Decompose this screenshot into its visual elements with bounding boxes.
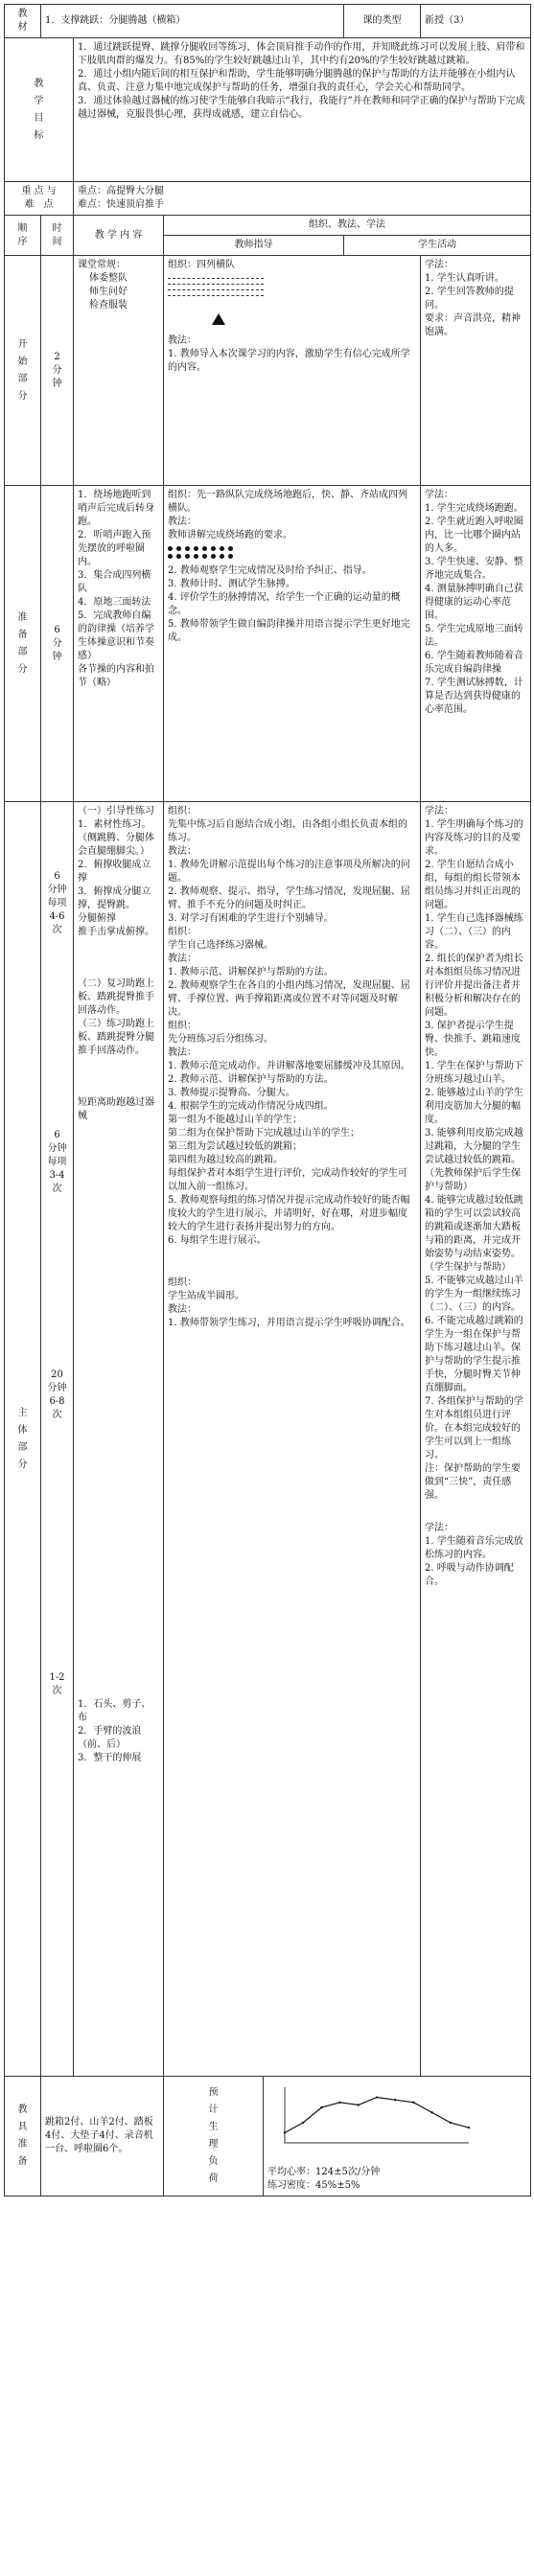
main-student-item: 7. 各组保护与帮助的学生对本组组员进行评价。在本组完成较好的学生可以到上一组练习。 [425, 1396, 523, 1460]
prep-content [74, 486, 164, 802]
relax-teacher-item: 教法： [168, 1304, 197, 1315]
goal-2: 2．通过小组内随后间的相互保护和帮助，学生能够明确分腿腾越的保护与帮助的方法并能够在小组内认真、负责、注意力集中地完成保护与帮助的任务，增强自我的责任心，学会关心和帮助同学。 [78, 69, 516, 93]
main-time-c: 20 分钟 6-8 次 [47, 1369, 67, 1420]
main-content-item: （三）练习助跑上板、踏跳提臀分腿推手回落动作。 [78, 1019, 154, 1056]
main-teacher-item: 6. 每组学生进行展示。 [168, 1235, 267, 1246]
prep-student [421, 486, 531, 802]
main-content-item: 推手击掌成俯撑。 [78, 927, 154, 937]
prep-teacher [164, 486, 421, 802]
start-time: 2 分 钟 [41, 256, 74, 486]
start-content-item: 师生问好 [89, 287, 128, 297]
main-teacher-item: 教法： [168, 1047, 197, 1058]
main-student [421, 802, 531, 2077]
prep-label-char: 备 [17, 629, 28, 640]
key-point: 重点：高提臀大分腿 [78, 186, 164, 196]
prep-student-item: 7. 学生测试脉搏数，计算是否达到获得健康的心率范围。 [425, 678, 523, 715]
start-org-title: 组织：四列横队 [168, 260, 235, 270]
main-teacher-item: 组织： [168, 806, 197, 816]
main-student-item: 3. 保护者提示学生提臀、快推手、跳箱速度快。 [425, 1021, 521, 1058]
start-student [421, 256, 531, 486]
relax-teacher-item: 组织： [168, 1277, 197, 1288]
start-content [74, 256, 164, 486]
start-label-char: 分 [17, 390, 28, 402]
lesson-type-value: 新授（3） [421, 5, 531, 38]
prep-teacher-item: 5. 教师带领学生做自编韵律操并用语言提示学生更好地完成。 [168, 619, 410, 643]
relax-student-item: 1. 学生随着音乐完成放松练习的内容。 [425, 1536, 523, 1560]
main-content-item: 分腿俯撑 [78, 913, 116, 924]
main-student-item: 4. 能够完成越过较低跳箱的学生可以尝试较高的跳箱或逐渐加大踏板与箱的距离，并完成开始姿势与动结束姿势。（学生保护与帮助） [425, 1195, 523, 1273]
main-student-item: 1. 学生自己选择器械练习（二）、（三）的内容。 [425, 913, 523, 951]
relax-teacher-item: 学生站成半圆形。 [168, 1291, 244, 1301]
start-student-item: 要求：声音洪亮，精神饱满。 [425, 313, 521, 337]
goal-3: 3．通过体验越过器械的练习使学生能够自我暗示“我行，我能行”并在教师和同学正确的保护与帮助下完成越过器械，克服畏惧心理，获得成就感，建立自信心。 [78, 96, 525, 120]
lesson-plan-table [4, 4, 531, 2196]
start-label-char: 部 [17, 373, 28, 384]
main-teacher-item: 第三组为尝试越过较低的跳箱； [168, 1141, 302, 1152]
main-content-item: （一）引导性练习 [78, 806, 154, 816]
start-content-item: 课堂常规： [78, 260, 126, 270]
start-content-item: 检查服装 [89, 300, 128, 310]
main-label-char: 主 [17, 1407, 28, 1418]
prep-teacher-item: 3. 教师计时、测试学生脉搏。 [168, 579, 295, 589]
forecast-label-char: 计 [208, 2104, 219, 2115]
prep-content-item: 1．绕场地跑听到哨声后完成后转身跑。 [78, 490, 154, 527]
main-teacher-item: 先分班练习后分组练习。 [168, 1034, 273, 1045]
relax-student-item: 2. 呼吸与动作协调配合。 [425, 1563, 514, 1587]
main-teacher-item: 第一组为不能越过山羊的学生； [168, 1115, 302, 1125]
main-time-b: 6 分钟 每项 3-4 次 [47, 1130, 67, 1194]
keypoints-content [74, 182, 531, 216]
practice-density: 练习密度：45%±5% [267, 2180, 360, 2191]
prep-student-item: 3. 学生快速、安静、整齐地完成集合。 [425, 557, 523, 581]
start-student-item: 1. 学生认真听讲。 [425, 273, 504, 284]
prep-teacher-item: 4. 评价学生的脉搏情况，给学生一个正确的运动量的概念。 [168, 592, 401, 616]
main-teacher-item: 3. 教师提示提臀高、分腿大。 [168, 1088, 295, 1098]
goals-label [5, 38, 74, 182]
main-section-row [5, 802, 531, 2077]
keypoints-label: 重 点 与 难 点 [5, 182, 74, 216]
main-content-item: 1．素材性练习。（侧跳腾、分腿体会直腿绷脚尖。） [78, 819, 154, 857]
teacher-header: 教师指导 [164, 236, 344, 256]
relax-content-item: 1．石头、剪子、布 [78, 1699, 151, 1723]
prep-teacher-item: 组织：先一路纵队完成绕场地跑后，快、静、齐站成四列横队。 [168, 490, 407, 514]
main-student-item: 2. 学生自愿结合成小组，每组的组长带领本组员练习并纠正出现的问题。 [425, 860, 521, 910]
heart-rate-chart [267, 2080, 478, 2166]
main-teacher-item: 4. 根据学生的完成动作情况分成四组。 [168, 1101, 334, 1112]
relax-content-item: 3．整干的伸展 [78, 1753, 142, 1763]
heart-rate-point [376, 2096, 378, 2098]
prep-teacher-item: 2. 教师观察学生完成情况及时给予纠正、指导。 [168, 565, 372, 576]
heart-rate-point [468, 2127, 470, 2128]
prep-student-item: 2. 学生就近跑入呼啦圈内，比一比哪个圈内站的人多。 [425, 517, 523, 554]
prep-formation-diagram [168, 546, 416, 559]
main-label-char: 体 [17, 1424, 28, 1436]
main-time [41, 802, 74, 2077]
heart-rate-point [320, 2106, 322, 2108]
main-teacher-item: 2. 教师观察学生在各自的小组内练习情况，发现屈腿、屈臂、手撑位置、两手撑箱距离或位置不对等问题及时解决。 [168, 980, 410, 1018]
start-student-item: 2. 学生回答教师的提问。 [425, 287, 514, 310]
forecast-label-char: 负 [208, 2156, 219, 2167]
material-label: 教 材 [5, 5, 41, 38]
main-time-a: 6 分钟 每项 4-6 次 [47, 871, 67, 935]
equipment-label-char: 准 [17, 2139, 28, 2150]
org-header: 组织、教法、学法 [164, 216, 531, 236]
forecast-label-char: 荷 [208, 2174, 219, 2184]
prep-student-item: 6. 学生随着教师随着音乐完成自编韵律操 [425, 651, 523, 675]
relax-student-item: 学法： [425, 1523, 453, 1533]
goals-label-char: 标 [34, 129, 44, 141]
equipment-content: 跳箱2付、山羊2付、踏板4付、大垫子4付、录音机一台、呼啦圈6个。 [41, 2077, 164, 2196]
main-student-item: 2. 组长的保护者为组长对本组组员练习情况进行评价并提出备注者并积极分析和解决存在的问题。 [425, 954, 523, 1018]
main-content-item: 2．俯撑收腿成立撑 [78, 860, 151, 884]
prep-label-char: 分 [17, 663, 28, 675]
equipment-label-char: 具 [17, 2122, 28, 2132]
four-row-formation-diagram [168, 278, 416, 325]
prep-time: 6 分 钟 [41, 486, 74, 802]
main-content-item: （二）复习助跑上板、踏跳提臀推手回落动作。 [78, 978, 154, 1016]
relax-content-item: 2．手臂的波浪（前、后） [78, 1726, 142, 1750]
main-teacher-item: 5. 教师观察每组的练习情况并提示完成动作较好的能否幅度较大的学生进行展示，并请明好，好在哪，对进步幅度较大的学生进行表扬并提出努力的方向。 [168, 1195, 410, 1232]
lesson-type-label: 课的类型 [344, 5, 421, 38]
prep-content-item: 3．集合成四列横队 [78, 570, 151, 594]
avg-heart-rate: 平均心率：124±5次/分钟 [267, 2167, 381, 2177]
prep-student-item: 1. 学生完成绕场跑跑。 [425, 503, 523, 514]
main-teacher-item: 1. 教师示范完成动作。并讲解落地要屈膝缓冲及其原因。 [168, 1061, 410, 1071]
prep-label-char: 部 [17, 646, 28, 657]
goals-label-char: 学 [34, 95, 44, 106]
goals-row [5, 38, 531, 182]
teacher-position-icon [212, 313, 225, 325]
start-content-item: 体委整队 [89, 273, 128, 284]
main-teacher-item: 2. 教师观察、提示、指导，学生练习情况，发现屈腿、屈臂、推手不充分的问题及时纠正。 [168, 886, 410, 910]
main-student-item: 6. 不能完成越过跳箱的学生为一组在保护与帮助下练习越过山羊。保护与帮助的学生提示推手快，分腿时臀关节伸直绷脚面。 [425, 1316, 523, 1393]
heart-rate-chart-svg [267, 2080, 478, 2156]
main-teacher-item: 1. 教师示范、讲解保护与帮助的方法。 [168, 967, 334, 978]
main-student-item: 3. 能够利用皮筋完成越过跳箱，大分腿的学生尝试越过较低的跳箱。（先教师保护后学生保护与帮助） [425, 1128, 523, 1192]
main-section-label [5, 802, 41, 2077]
heart-rate-point [394, 2099, 396, 2101]
prep-label-char: 准 [17, 611, 28, 623]
table-header-row-1 [5, 216, 531, 236]
main-teacher-item: 第四组为越过较高的跳箱。 [168, 1155, 283, 1165]
main-teacher-item: 每组保护者对本组学生进行评价，完成动作较好的学生可以加入前一组练习。 [168, 1168, 407, 1192]
heart-rate-point [302, 2122, 304, 2124]
main-teacher-item: 组织： [168, 927, 197, 937]
prep-content-item: 2．听哨声跑入预先摆放的呼啦圈内。 [78, 530, 151, 567]
main-teacher-item: 先集中练习后自愿结合成小组，由各组小组长负责本组的练习。 [168, 819, 407, 843]
heart-rate-point [450, 2122, 452, 2124]
forecast-label-char: 理 [208, 2139, 219, 2150]
equipment-label [5, 2077, 41, 2196]
heart-rate-point [430, 2111, 432, 2113]
heart-rate-point [412, 2102, 414, 2104]
main-student-item: 注：保护帮助的学生要做到“三快”，责任感强。 [425, 1463, 521, 1501]
prep-student-item: 4. 测量脉搏明确自己获得健康的运动心率范围。 [425, 584, 523, 621]
prep-content-item: 各节操的内容和拍节（略） [78, 664, 154, 688]
forecast-content [264, 2077, 531, 2196]
forecast-label-char: 预 [208, 2087, 219, 2098]
start-label-char: 开 [17, 338, 28, 350]
equipment-row [5, 2077, 531, 2196]
main-student-item: 2. 能够越过山羊的学生利用皮筋加大分腿的幅度。 [425, 1088, 523, 1125]
main-content-item: 3．俯撑成分腿立撑，提臀跳。 [78, 886, 151, 910]
main-student-item: 学法： [425, 806, 453, 816]
main-time-d: 1-2 次 [49, 1672, 65, 1696]
start-teacher [164, 256, 421, 486]
goals-content [74, 38, 531, 182]
keypoints-row [5, 182, 531, 216]
equipment-label-char: 教 [17, 2104, 28, 2115]
prep-content-item: 4．原地三面转法 [78, 597, 151, 608]
main-student-item: 5. 不能够完成越过山羊的学生为一组继续练习（二）、（三）的内容。 [425, 1276, 523, 1313]
start-method-item: 1. 教师导入本次课学习的内容，激励学生有信心完成所学的内容。 [168, 349, 410, 373]
main-teacher [164, 802, 421, 2077]
goal-1: 1．通过跳跃提臀、跳撑分腿收回等练习，体会顶肩推手动作的作用，并知晓此练习可以发展上肢、肩带和下肢肌肉群的爆发力。有85%的学生较好跳越过山羊，其中约有20%的学生较好跳越过跳箱。 [78, 42, 525, 66]
main-teacher-item: 2. 教师示范、讲解保护与帮助的方法。 [168, 1074, 334, 1085]
start-section-label [5, 256, 41, 486]
prep-section-row [5, 486, 531, 802]
prep-student-item: 5. 学生完成原地三面转法。 [425, 624, 523, 648]
main-label-char: 部 [17, 1441, 28, 1453]
prep-content-item: 5．完成教师自编的韵律操（培养学生体操意识和节奏感） [78, 610, 154, 661]
main-student-item: 1. 学生明确每个练习的内容及练习的目的及要求。 [425, 819, 523, 857]
main-student-item: 1. 学生在保护与帮助下分班练习越过山羊。 [425, 1061, 523, 1085]
prep-teacher-item: 教法： [168, 517, 197, 527]
material-value: 1．支撑跳跃：分腿腾越（横箱） [41, 5, 344, 38]
forecast-label-char: 生 [208, 2122, 219, 2132]
heart-rate-point [358, 2104, 360, 2105]
student-header: 学生活动 [344, 236, 531, 256]
heart-rate-point [284, 2131, 286, 2133]
header-row [5, 5, 531, 38]
heart-rate-point [338, 2102, 340, 2104]
start-section-row [5, 256, 531, 486]
main-teacher-item: 组织： [168, 1021, 197, 1031]
heart-rate-line [285, 2098, 469, 2133]
order-header: 顺 序 [5, 216, 41, 256]
start-method-title: 教法： [168, 335, 197, 346]
prep-student-item: 学法： [425, 490, 453, 500]
main-teacher-item: 教法： [168, 954, 197, 964]
goals-label-char: 教 [34, 78, 44, 89]
main-teacher-item: 学生自己选择练习器械。 [168, 940, 273, 951]
start-student-item: 学法： [425, 260, 453, 270]
main-teacher-item: 第二组为在保护帮助下完成越过山羊的学生； [168, 1128, 360, 1138]
prep-section-label [5, 486, 41, 802]
prep-teacher-item: 教师讲解完成绕场跑的要求。 [168, 530, 292, 540]
relax-teacher-item: 1. 教师带领学生练习，并用语言提示学生呼吸协调配合。 [168, 1318, 410, 1328]
content-header: 教 学 内 容 [74, 216, 164, 256]
main-content [74, 802, 164, 2077]
forecast-label [164, 2077, 264, 2196]
main-content-item: 短距离助跑越过器械 [78, 1097, 154, 1121]
main-teacher-item: 教法： [168, 846, 197, 857]
main-teacher-item: 1. 教师先讲解示范提出每个练习的注意事项及所解决的问题。 [168, 860, 410, 884]
main-label-char: 分 [17, 1459, 28, 1470]
goals-label-char: 目 [34, 112, 44, 124]
time-header: 时 间 [41, 216, 74, 256]
difficulty-point: 难点：快速顶肩推手 [78, 199, 164, 210]
main-teacher-item: 3. 对学习有困难的学生进行个别辅导。 [168, 913, 334, 924]
start-label-char: 始 [17, 356, 28, 367]
equipment-label-char: 备 [17, 2156, 28, 2167]
